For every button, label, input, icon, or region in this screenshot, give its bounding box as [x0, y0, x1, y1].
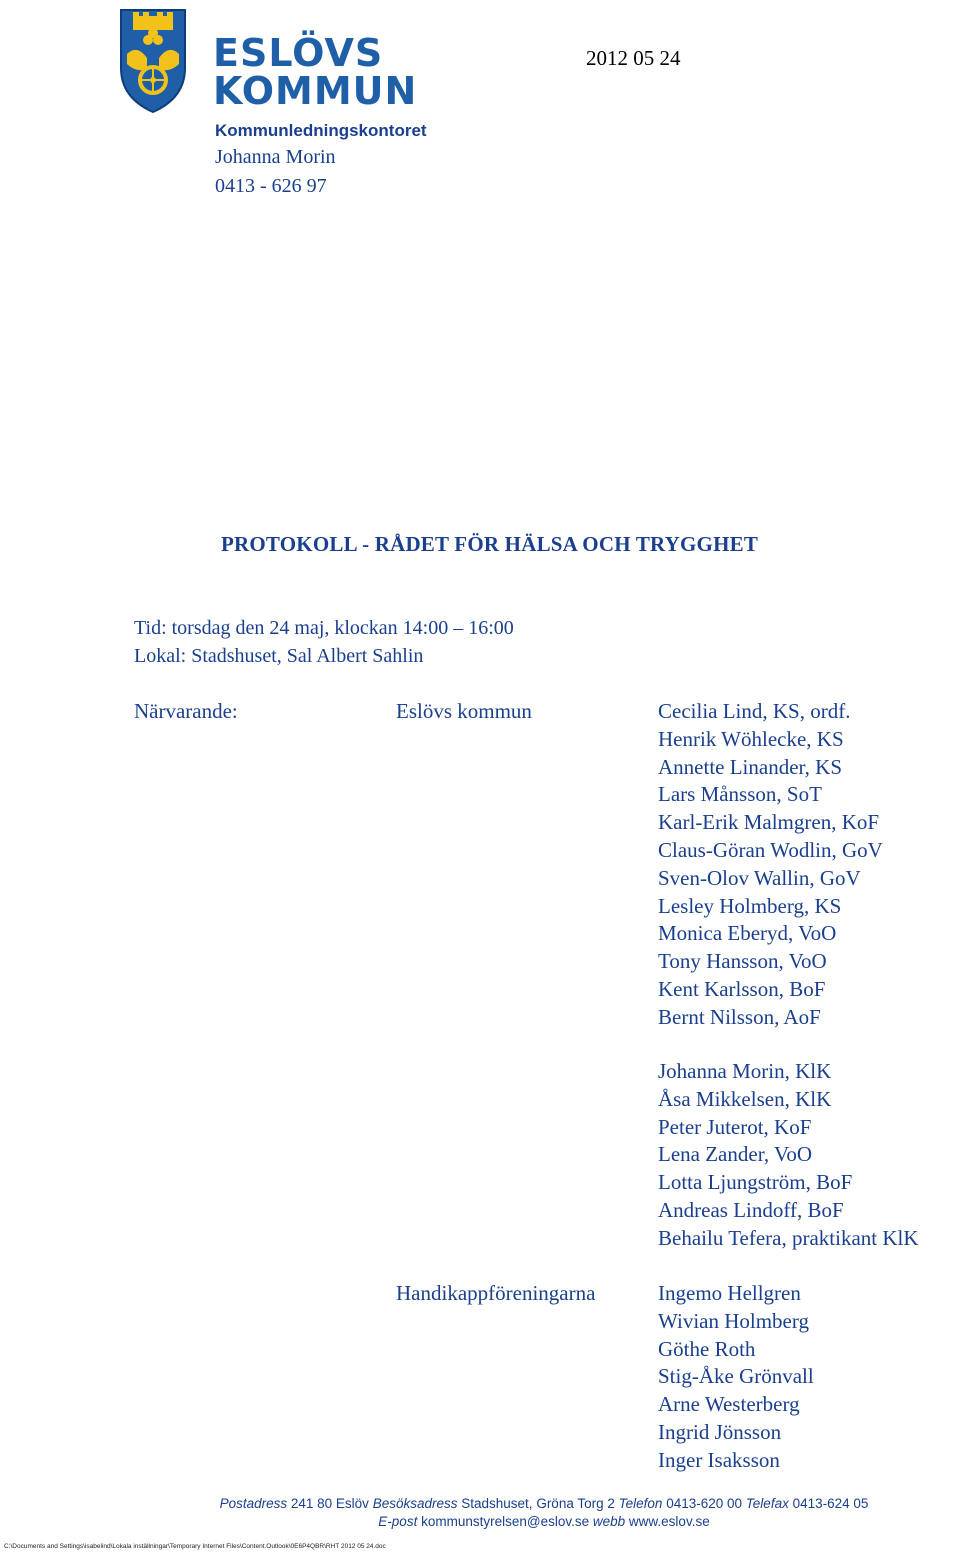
attendee: Arne Westerberg	[658, 1392, 800, 1417]
organization-disability-associations: Handikappföreningarna	[396, 1281, 596, 1305]
attendee: Åsa Mikkelsen, KlK	[658, 1086, 832, 1111]
attendee-list-politicians	[658, 698, 883, 1032]
phone-value: 0413-620 00	[666, 1496, 743, 1511]
logo-line-2: KOMMUN	[213, 69, 418, 113]
attendee: Monica Eberyd, VoO	[658, 921, 837, 946]
web-label: webb	[592, 1514, 626, 1529]
attendee: Karl-Erik Malmgren, KoF	[658, 810, 880, 835]
attendee: Bernt Nilsson, AoF	[658, 1004, 821, 1029]
postal-value: 241 80 Eslöv	[290, 1496, 369, 1511]
web-value: www.eslov.se	[628, 1514, 710, 1529]
footer-address-line	[0, 1496, 960, 1511]
attendee: Peter Juterot, KoF	[658, 1114, 812, 1139]
attendee: Ingemo Hellgren	[658, 1281, 801, 1305]
footer-contact-line	[0, 1514, 960, 1529]
attendee: Wivian Holmberg	[658, 1308, 809, 1333]
attendee: Claus-Göran Wodlin, GoV	[658, 837, 883, 862]
logo-line-1: ESLÖVS	[213, 31, 384, 75]
contact-name: Johanna Morin	[215, 146, 336, 168]
attendee: Behailu Tefera, praktikant KlK	[658, 1225, 919, 1250]
fax-value: 0413-624 05	[792, 1496, 869, 1511]
attendee: Inger Isaksson	[658, 1447, 780, 1472]
attendee-list-officials	[658, 1058, 919, 1253]
organization-municipality: Eslövs kommun	[396, 699, 532, 723]
file-path: C:\Documents and Settings\isabelind\Lokala inställningar\Temporary Internet Files\Content.Outlook\0E6P4QBR\RHT 2012 05 24.doc	[4, 1543, 386, 1550]
municipal-crest-logo	[117, 6, 189, 116]
phone-label: Telefon	[618, 1496, 663, 1511]
attendee: Göthe Roth	[658, 1336, 756, 1361]
attendee: Henrik Wöhlecke, KS	[658, 726, 844, 751]
contact-phone: 0413 - 626 97	[215, 175, 327, 197]
attendee: Kent Karlsson, BoF	[658, 976, 826, 1001]
postal-label: Postadress	[219, 1496, 288, 1511]
attendee: Lotta Ljungström, BoF	[658, 1170, 853, 1195]
attendee: Sven-Olov Wallin, GoV	[658, 865, 861, 890]
visit-label: Besöksadress	[372, 1496, 458, 1511]
department-name: Kommunledningskontoret	[215, 121, 427, 140]
attendee: Andreas Lindoff, BoF	[658, 1197, 844, 1222]
fax-label: Telefax	[745, 1496, 789, 1511]
visit-value: Stadshuset, Gröna Torg 2	[461, 1496, 615, 1511]
email-value: kommunstyrelsen@eslov.se	[421, 1514, 590, 1529]
attendee: Cecilia Lind, KS, ordf.	[658, 699, 851, 723]
attendee: Stig-Åke Grönvall	[658, 1364, 814, 1389]
attendee: Lena Zander, VoO	[658, 1142, 813, 1167]
meeting-place: Lokal: Stadshuset, Sal Albert Sahlin	[134, 645, 424, 667]
attendee: Tony Hansson, VoO	[658, 949, 827, 974]
meeting-time: Tid: torsdag den 24 maj, klockan 14:00 – 16:00	[134, 617, 514, 639]
attendee: Annette Linander, KS	[658, 754, 843, 779]
present-label: Närvarande:	[134, 699, 238, 723]
email-label: E-post	[378, 1514, 418, 1529]
document-date: 2012 05 24	[586, 46, 681, 70]
attendee: Johanna Morin, KlK	[658, 1059, 832, 1083]
attendee: Ingrid Jönsson	[658, 1419, 782, 1444]
attendee: Lesley Holmberg, KS	[658, 893, 842, 918]
logo-wordmark	[213, 31, 418, 113]
attendee: Lars Månsson, SoT	[658, 782, 822, 807]
attendee-list-associations	[658, 1280, 814, 1475]
document-title: PROTOKOLL - RÅDET FÖR HÄLSA OCH TRYGGHET	[221, 532, 759, 556]
